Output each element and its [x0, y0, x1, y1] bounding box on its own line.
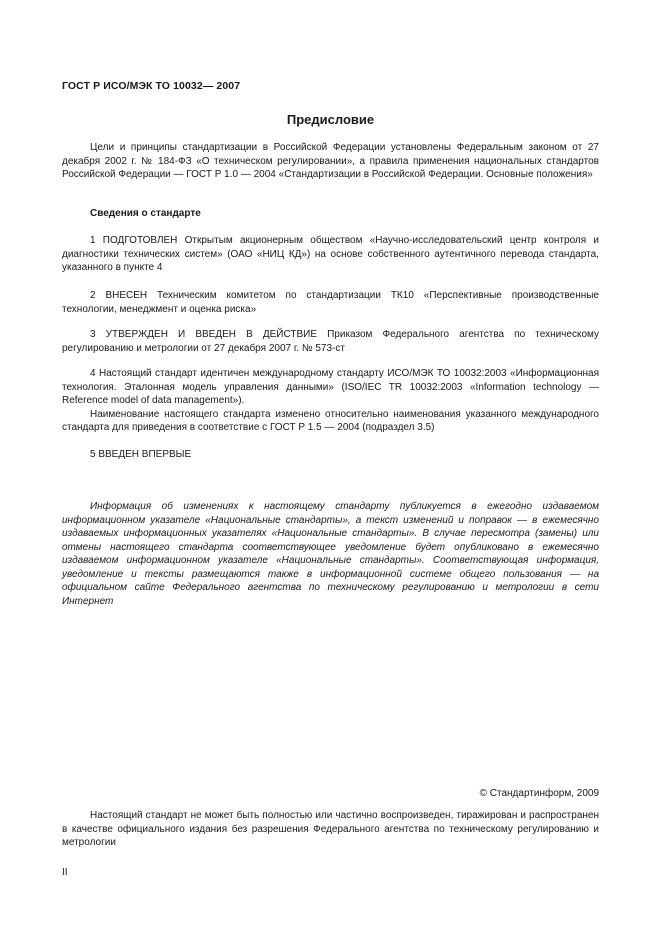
item-4-note-paragraph: Наименование настоящего стандарта изменено относительно наименования указанного международного стандарта для приведения в соответствие с ГОСТ Р 1.5 — 2004 (подраздел 3.5): [62, 408, 599, 433]
item-3-block: [62, 328, 599, 355]
item-2-paragraph: 2 ВНЕСЕН Техническим комитетом по стандартизации ТК10 «Перспективные производственные технологии, менеджмент и оценка риска»: [62, 290, 599, 315]
page-title: Предисловие: [286, 112, 375, 127]
reproduction-notice-paragraph: Настоящий стандарт не может быть полностью или частично воспроизведен, тиражирован и распространен в качестве официального издания без разрешения Федерального агентства по техническому регулированию и метрологии: [62, 810, 599, 848]
item-3-paragraph: 3 УТВЕРЖДЕН И ВВЕДЕН В ДЕЙСТВИЕ Приказом Федерального агентства по техническому регулированию и метрологии от 27 декабря 2007 г. № 573-ст: [62, 329, 599, 354]
item-4-block: [62, 367, 599, 435]
item-1-paragraph: 1 ПОДГОТОВЛЕН Открытым акционерным обществом «Научно-исследовательский центр контроля и диагностики технических систем» (ОАО «НИЦ КД») на основе собственного аутентичного перевода стандарта, указанного в пункте 4: [62, 235, 599, 273]
copyright-line: © Стандартинформ, 2009: [479, 788, 599, 799]
reproduction-notice-block: [62, 809, 599, 850]
info-notice-block: [62, 500, 599, 608]
intro-paragraph: Цели и принципы стандартизации в Российской Федерации установлены Федеральным законом от 27 декабря 2002 г. № 184-ФЗ «О техническом регулировании», а правила применения национальных стандартов Российской Федерации — ГОСТ Р 1.0 — 2004 «Стандартизации в Российской Федерации. Основные положения»: [62, 142, 599, 180]
intro-block: [62, 141, 599, 182]
item-4-paragraph: 4 Настоящий стандарт идентичен международному стандарту ИСО/МЭК ТО 10032:2003 «Информационная технология. Эталонная модель управления данными» (ISO/IEC TR 10032:2003 «Information technology — Reference model of data management»).: [62, 368, 599, 406]
info-notice-paragraph: Информация об изменениях к настоящему стандарту публикуется в ежегодно издаваемом информационном указателе «Национальные стандарты», а текст изменений и поправок — в ежемесячно издаваемых информационных указателях «Национальные стандарты». В случае пересмотра (замены) или отмены настоящего стандарта соответствующее уведомление будет опубликовано в ежемесячно издаваемом информационном указателе «Национальные стандарты». Соответствующая информация, уведомление и тексты размещаются также в информационной системе общего пользования — на официальном сайте Федерального агентства по техническому регулированию и метрологии в сети Интернет: [62, 501, 599, 607]
section-heading: Сведения о стандарте: [90, 208, 201, 219]
standard-code-header: ГОСТ Р ИСО/МЭК ТО 10032— 2007: [62, 80, 241, 92]
item-5-block: [62, 448, 599, 462]
item-1-block: [62, 234, 599, 275]
item-2-block: [62, 289, 599, 316]
page-number: II: [62, 867, 68, 878]
item-5-paragraph: 5 ВВЕДЕН ВПЕРВЫЕ: [90, 449, 192, 460]
